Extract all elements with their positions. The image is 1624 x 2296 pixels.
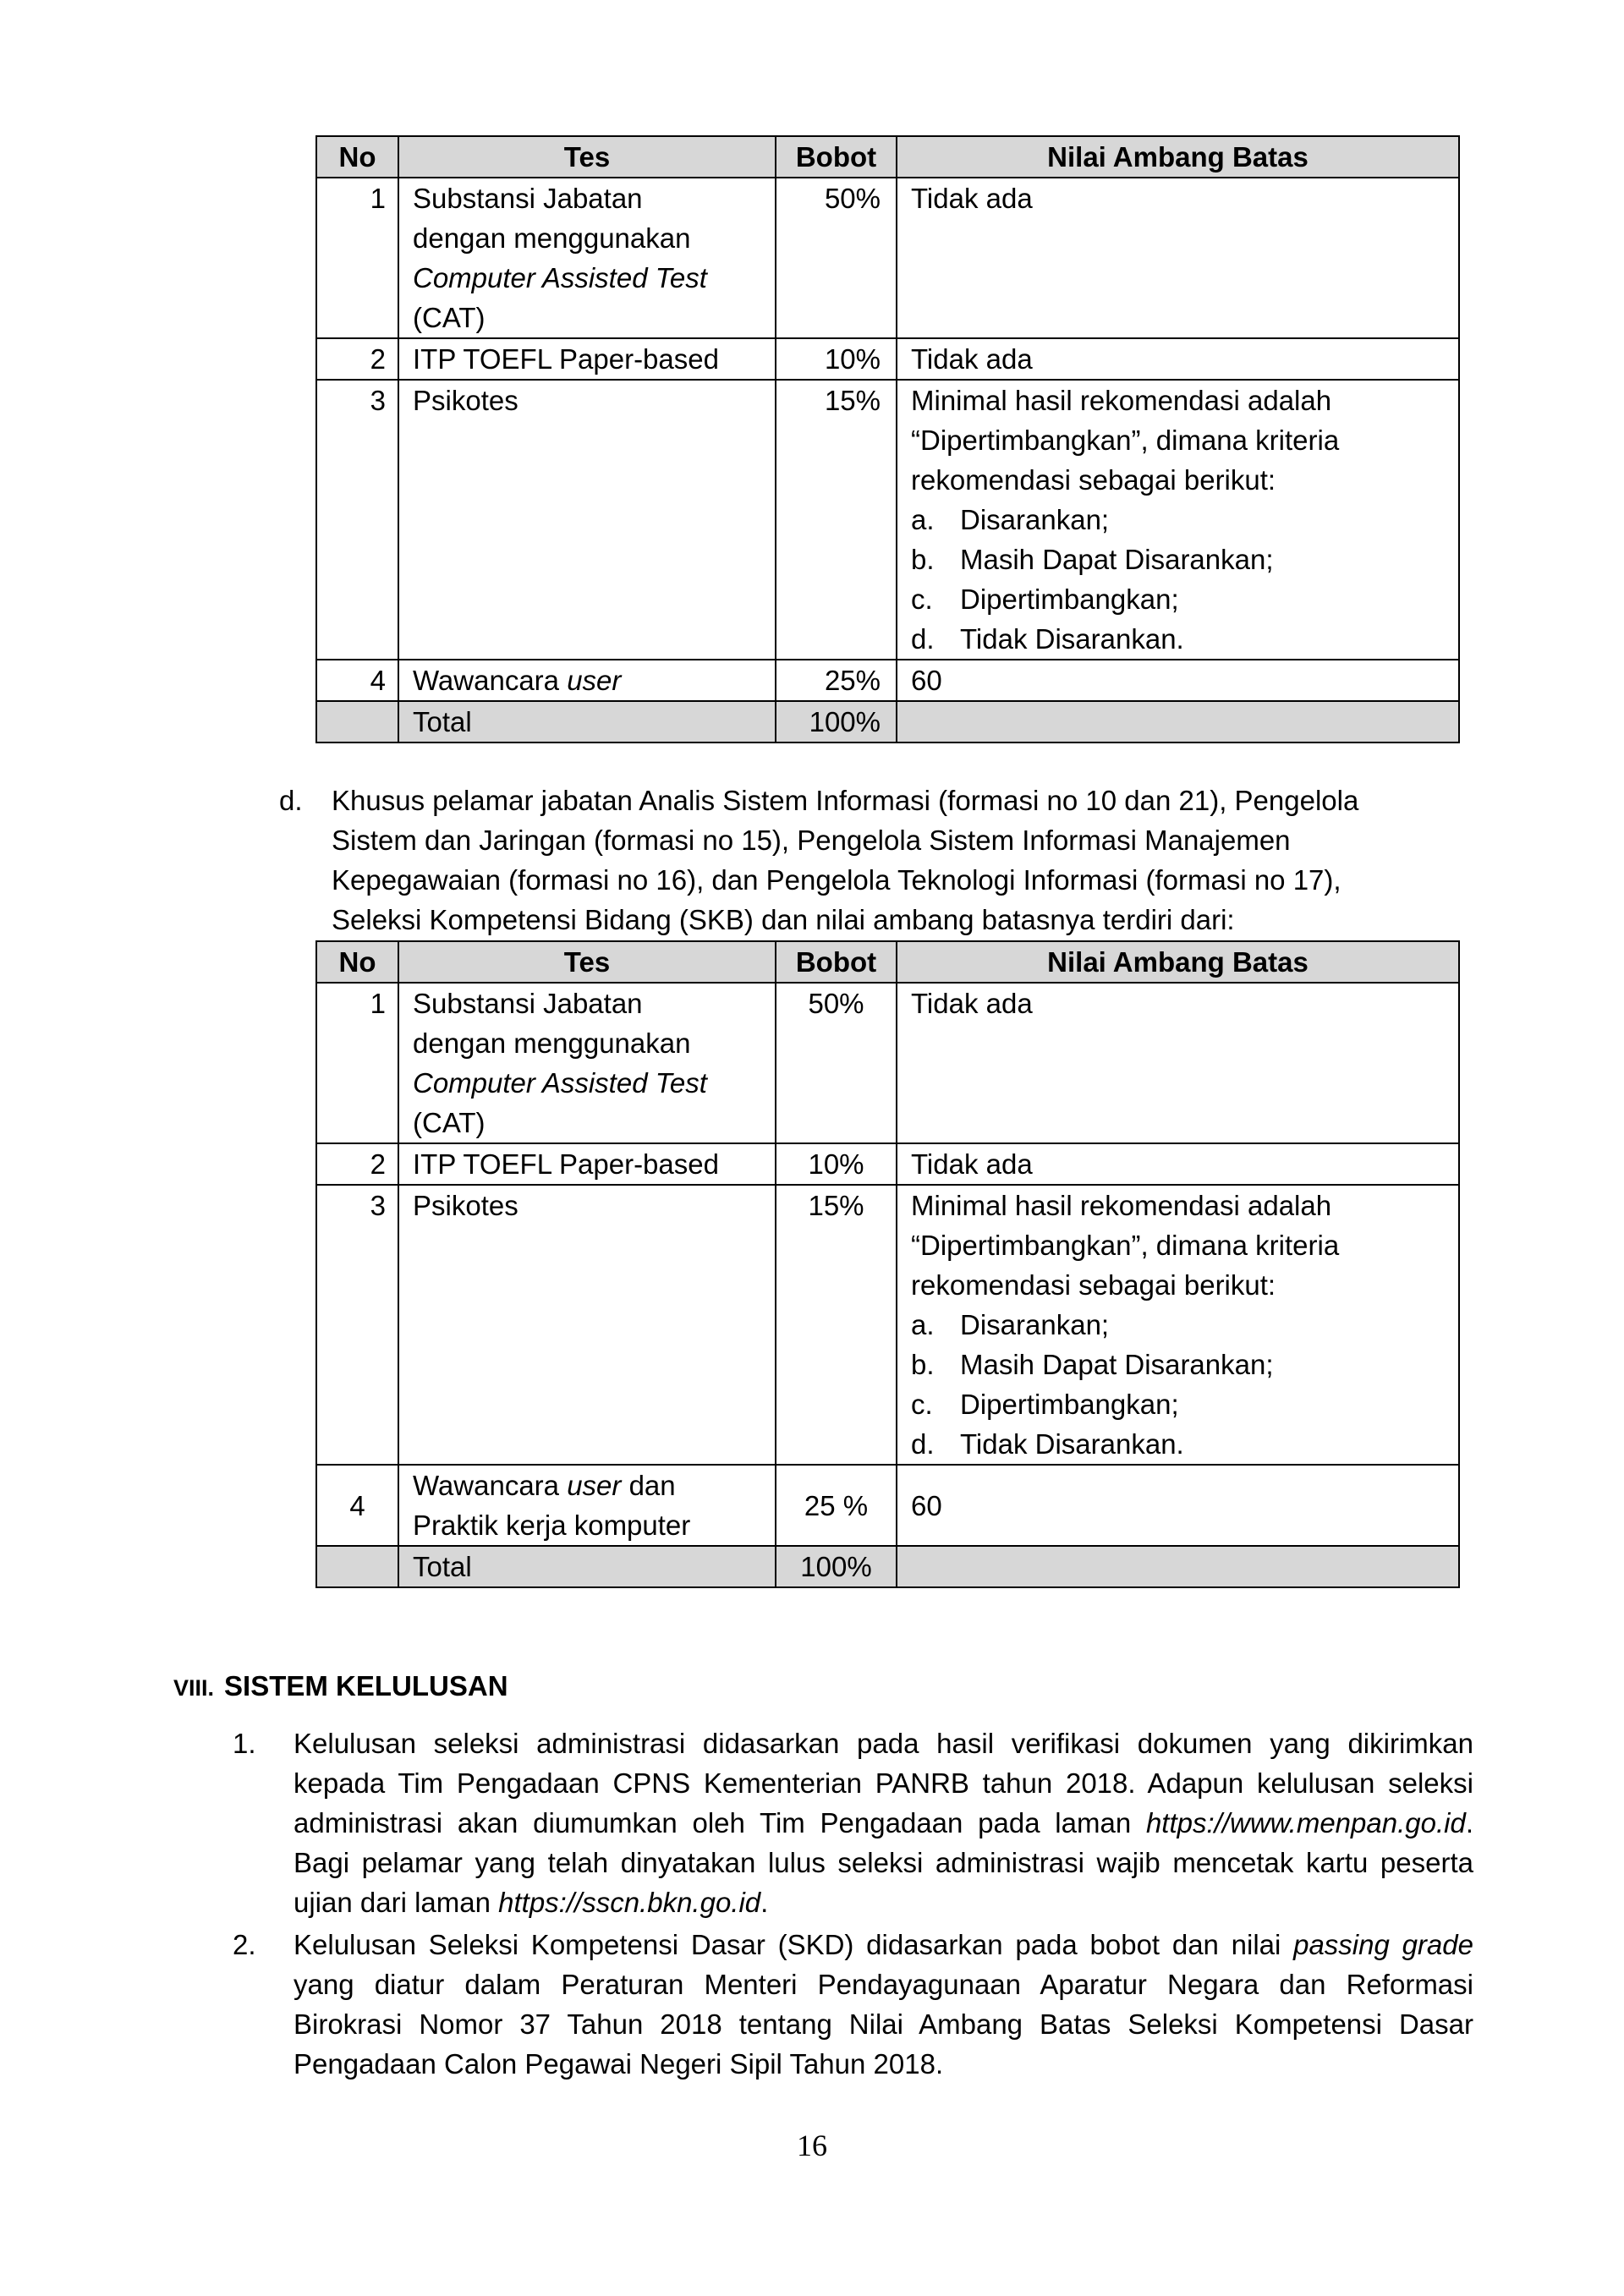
header-bobot: Bobot — [776, 136, 897, 178]
total-blank — [316, 701, 398, 743]
criteria-text: Masih Dapat Disarankan; — [960, 1349, 1274, 1380]
item-2-marker: 2. — [233, 1929, 256, 1960]
row-nilai: Tidak ada — [897, 178, 1459, 338]
total-row — [316, 1546, 1459, 1587]
row-bobot: 25% — [776, 660, 897, 701]
criteria-marker: d. — [911, 623, 935, 655]
row-bobot: 50% — [776, 178, 897, 338]
row-no: 4 — [316, 1465, 398, 1546]
test-weight-table-1 — [315, 135, 1460, 743]
paragraph-line: Seleksi Kompetensi Bidang (SKB) dan nilai ambang batasnya terdiri dari: — [332, 904, 1235, 935]
item-2-paragraph — [294, 1925, 1473, 2084]
paragraph-line: Khusus pelamar jabatan Analis Sistem Informasi (formasi no 10 dan 21), Pengelola — [332, 785, 1359, 816]
criteria-text: Tidak Disarankan. — [960, 623, 1184, 655]
row-bobot: 50% — [776, 983, 897, 1143]
tes-line: (CAT) — [413, 302, 486, 333]
link-sscn[interactable]: https://sscn.bkn.go.id — [498, 1887, 761, 1918]
criteria-marker: c. — [911, 1389, 933, 1420]
item-text: yang diatur dalam Peraturan Menteri Pendayagunaan Aparatur Negara dan Reformasi Birokrasi Nomor 37 Tahun 2018 tentang Nilai Ambang Batas Seleksi Kompetensi Dasar Pengadaan Calon Pegawai Negeri Sipil Tahun 2018. — [294, 1969, 1473, 2080]
nilai-line: “Dipertimbangkan”, dimana kriteria — [911, 425, 1340, 456]
list-item — [911, 1384, 1445, 1424]
list-item — [911, 540, 1445, 579]
list-item — [911, 619, 1445, 659]
row-tes — [398, 178, 776, 338]
header-no: No — [316, 941, 398, 983]
row-nilai: 60 — [897, 660, 1459, 701]
header-no: No — [316, 136, 398, 178]
row-nilai — [897, 380, 1459, 660]
header-bobot: Bobot — [776, 941, 897, 983]
criteria-text: Disarankan; — [960, 1309, 1110, 1340]
criteria-list — [911, 500, 1445, 659]
total-blank — [897, 701, 1459, 743]
table-row — [316, 660, 1459, 701]
row-no: 2 — [316, 338, 398, 380]
tes-line: Praktik kerja komputer — [413, 1510, 691, 1541]
row-tes: Psikotes — [398, 1185, 776, 1465]
section-heading — [173, 1666, 508, 1708]
total-label: Total — [398, 1546, 776, 1587]
section-d-marker: d. — [279, 785, 303, 816]
row-no: 3 — [316, 380, 398, 660]
item-1-marker: 1. — [233, 1728, 256, 1759]
criteria-text: Dipertimbangkan; — [960, 584, 1179, 615]
test-weight-table-2 — [315, 940, 1460, 1588]
tes-text: Wawancara — [413, 665, 560, 696]
nilai-line: rekomendasi sebagai berikut: — [911, 464, 1276, 496]
row-tes: ITP TOEFL Paper-based — [398, 1143, 776, 1185]
table-row — [316, 1143, 1459, 1185]
header-tes: Tes — [398, 136, 776, 178]
tes-line: Computer Assisted Test — [413, 1067, 707, 1099]
row-nilai: Tidak ada — [897, 983, 1459, 1143]
list-item — [911, 1305, 1445, 1345]
row-no: 1 — [316, 178, 398, 338]
row-no: 3 — [316, 1185, 398, 1465]
row-bobot: 10% — [776, 338, 897, 380]
tes-line: Substansi Jabatan — [413, 183, 643, 214]
item-text: . Bagi pelamar yang telah dinyatakan lulus seleksi administrasi wajib mencetak kartu peserta ujian dari laman — [294, 1807, 1473, 1918]
tes-line: dengan menggunakan — [413, 1027, 691, 1059]
item-text: Kelulusan seleksi administrasi didasarkan pada hasil verifikasi dokumen yang dikirimkan kepada Tim Pengadaan CPNS Kementerian PANRB tahun 2018. Adapun kelulusan seleksi administrasi akan diumumkan oleh Tim Pengadaan pada laman — [294, 1728, 1473, 1838]
row-nilai: Tidak ada — [897, 1143, 1459, 1185]
row-no: 4 — [316, 660, 398, 701]
tes-line: (CAT) — [413, 1107, 486, 1138]
criteria-text: Disarankan; — [960, 504, 1110, 535]
tes-text: dan — [628, 1470, 676, 1501]
tes-line: Computer Assisted Test — [413, 262, 707, 293]
row-no: 1 — [316, 983, 398, 1143]
row-bobot: 15% — [776, 380, 897, 660]
tes-line: Substansi Jabatan — [413, 988, 643, 1019]
section-number: VIII. — [173, 1675, 215, 1701]
tes-italic: user — [567, 665, 622, 696]
criteria-list — [911, 1305, 1445, 1464]
criteria-marker: a. — [911, 1309, 935, 1340]
header-tes: Tes — [398, 941, 776, 983]
item-text: Kelulusan Seleksi Kompetensi Dasar (SKD) didasarkan pada bobot dan nilai — [294, 1929, 1281, 1960]
header-nilai: Nilai Ambang Batas — [897, 136, 1459, 178]
criteria-text: Tidak Disarankan. — [960, 1428, 1184, 1460]
row-bobot: 15% — [776, 1185, 897, 1465]
row-tes: ITP TOEFL Paper-based — [398, 338, 776, 380]
nilai-line: Minimal hasil rekomendasi adalah — [911, 1190, 1332, 1221]
tes-text: Wawancara — [413, 1470, 560, 1501]
total-blank — [897, 1546, 1459, 1587]
tes-line — [413, 1466, 761, 1505]
list-item — [911, 500, 1445, 540]
row-tes: Psikotes — [398, 380, 776, 660]
row-nilai: 60 — [897, 1465, 1459, 1546]
total-label: Total — [398, 701, 776, 743]
row-tes — [398, 983, 776, 1143]
row-nilai: Tidak ada — [897, 338, 1459, 380]
row-tes — [398, 1465, 776, 1546]
criteria-marker: a. — [911, 504, 935, 535]
table-row — [316, 1185, 1459, 1465]
item-italic: passing grade — [1293, 1929, 1473, 1960]
criteria-marker: c. — [911, 584, 933, 615]
table-row — [316, 380, 1459, 660]
criteria-marker: b. — [911, 1349, 935, 1380]
nilai-line: Minimal hasil rekomendasi adalah — [911, 385, 1332, 416]
criteria-text: Masih Dapat Disarankan; — [960, 544, 1274, 575]
criteria-marker: b. — [911, 544, 935, 575]
section-title: SISTEM KELULUSAN — [224, 1670, 508, 1701]
item-text: . — [760, 1887, 769, 1918]
row-nilai — [897, 1185, 1459, 1465]
table-row — [316, 338, 1459, 380]
row-bobot: 25 % — [776, 1465, 897, 1546]
tes-italic: user — [567, 1470, 622, 1501]
total-row — [316, 701, 1459, 743]
paragraph-line: Sistem dan Jaringan (formasi no 15), Pengelola Sistem Informasi Manajemen — [332, 825, 1291, 856]
nilai-line: “Dipertimbangkan”, dimana kriteria — [911, 1230, 1340, 1261]
list-item — [911, 1424, 1445, 1464]
paragraph-line: Kepegawaian (formasi no 16), dan Pengelola Teknologi Informasi (formasi no 17), — [332, 864, 1341, 896]
table-header-row — [316, 136, 1459, 178]
table-row — [316, 983, 1459, 1143]
table-row — [316, 178, 1459, 338]
nilai-line: rekomendasi sebagai berikut: — [911, 1269, 1276, 1301]
header-nilai: Nilai Ambang Batas — [897, 941, 1459, 983]
page-number: 16 — [797, 2129, 827, 2162]
total-blank — [316, 1546, 398, 1587]
criteria-text: Dipertimbangkan; — [960, 1389, 1179, 1420]
list-item — [911, 579, 1445, 619]
table-header-row — [316, 941, 1459, 983]
criteria-marker: d. — [911, 1428, 935, 1460]
section-d-paragraph — [332, 781, 1457, 940]
row-no: 2 — [316, 1143, 398, 1185]
item-1-paragraph — [294, 1723, 1473, 1922]
table-row — [316, 1465, 1459, 1546]
list-item — [911, 1345, 1445, 1384]
tes-line: dengan menggunakan — [413, 222, 691, 254]
total-bobot: 100% — [776, 701, 897, 743]
row-bobot: 10% — [776, 1143, 897, 1185]
row-tes — [398, 660, 776, 701]
total-bobot: 100% — [776, 1546, 897, 1587]
link-menpan[interactable]: https://www.menpan.go.id — [1145, 1807, 1466, 1838]
